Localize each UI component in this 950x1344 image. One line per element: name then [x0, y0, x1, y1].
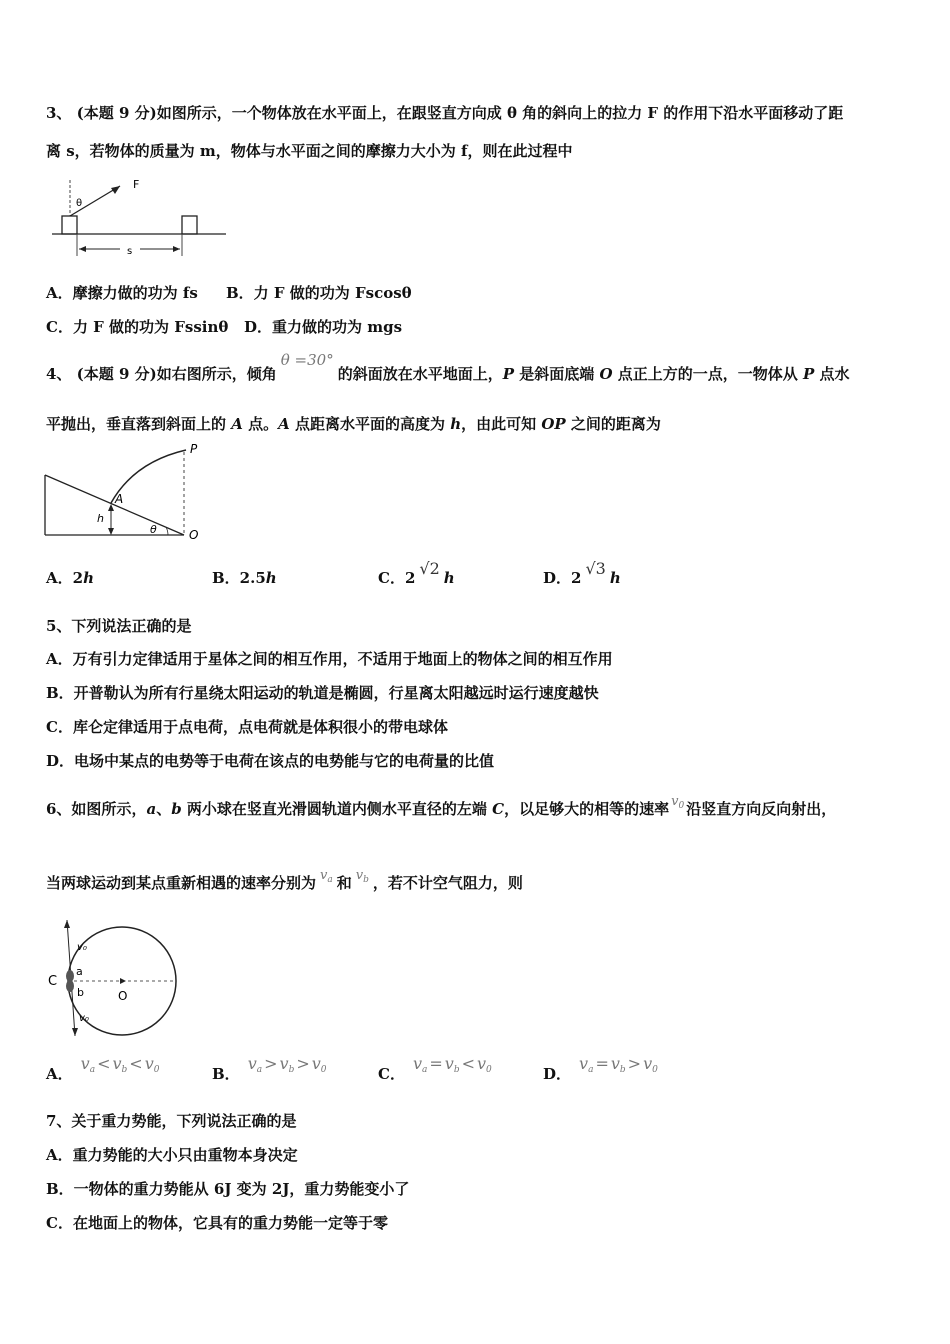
- v-letter: v: [477, 1054, 487, 1073]
- option-label: D．: [543, 1065, 572, 1083]
- force-label: F: [133, 178, 140, 191]
- relation-sign: <: [129, 1054, 143, 1073]
- q6-option-c: [378, 1054, 492, 1090]
- relation-sign: <: [97, 1054, 111, 1073]
- q6-figure: [44, 918, 184, 1040]
- option-label: A．: [46, 1065, 73, 1083]
- q7-stem: 7、关于重力势能，下列说法正确的是: [46, 1112, 297, 1130]
- v0-bottom-label: v₀: [79, 1013, 89, 1024]
- sqrt-3: √3: [585, 559, 606, 578]
- q4-var: P: [803, 365, 815, 383]
- q4-option-var: h: [609, 569, 621, 587]
- q3-option-c: C．力 F 做的功为 Fssinθ: [46, 318, 229, 336]
- v-subscript: b: [121, 1065, 128, 1075]
- q6-option-d: [543, 1054, 658, 1090]
- q6-option-b: [212, 1054, 327, 1090]
- v0-top-label: v₀: [77, 942, 87, 953]
- point-p-label: P: [190, 442, 198, 456]
- q4-var: A: [231, 415, 243, 433]
- v-subscript: 0: [678, 801, 685, 811]
- v-letter: v: [412, 1054, 422, 1073]
- v-letter: v: [671, 794, 679, 809]
- q4-stem-text: 的斜面放在水平地面上，: [337, 365, 503, 383]
- v-letter: v: [355, 868, 364, 883]
- q6-stem-text: 6、如图所示，: [46, 800, 147, 818]
- inequality-expression: [248, 1054, 327, 1073]
- relation-sign: =: [595, 1054, 609, 1073]
- height-h-label: h: [97, 512, 104, 525]
- v-subscript: a: [422, 1065, 428, 1075]
- q4-var: O: [599, 365, 613, 383]
- v-subscript: b: [619, 1065, 626, 1075]
- q6-var: C: [492, 800, 505, 818]
- q6-stem-text: 沿竖直方向反向射出，: [686, 800, 837, 818]
- inequality-expression: [81, 1054, 160, 1073]
- q4-stem-line2: [46, 414, 661, 434]
- q4-stem-text: 平抛出，垂直落到斜面上的: [46, 415, 232, 433]
- va-symbol: [320, 868, 333, 883]
- q5-option-b: B．开普勒认为所有行星绕太阳运动的轨道是椭圆，行星离太阳越远时运行速度越快: [46, 684, 599, 702]
- v-letter: v: [320, 868, 328, 883]
- v0-symbol: [671, 794, 684, 809]
- q3-figure: [50, 172, 230, 262]
- v-subscript: b: [288, 1065, 295, 1075]
- q6-option-a: [46, 1054, 160, 1090]
- v-subscript: 0: [320, 1065, 327, 1075]
- q4-stem-text: 4、 (本题 9 分)如右图所示，倾角: [46, 365, 277, 383]
- q4-option-d: [543, 559, 621, 588]
- q6-stem-text: 两小球在竖直光滑圆轨道内侧水平直径的左端: [181, 800, 493, 818]
- q4-option-b: [212, 568, 277, 588]
- q4-option-text: C．2: [378, 569, 416, 587]
- q7-option-b: B．一物体的重力势能从 6J 变为 2J，重力势能变小了: [46, 1180, 410, 1198]
- inequality-expression: [413, 1054, 492, 1073]
- q3-option-a: A．摩擦力做的功为 fs: [46, 284, 198, 302]
- q5-option-c: C．库仑定律适用于点电荷，点电荷就是体积很小的带电球体: [46, 718, 448, 736]
- q4-option-var: h: [83, 569, 94, 587]
- q4-option-c: [378, 559, 455, 588]
- q4-option-text: D．2: [543, 569, 582, 587]
- q4-stem-text: 是斜面底端: [514, 365, 600, 383]
- v-letter: v: [247, 1054, 257, 1073]
- q6-stem-text: ，若不计空气阻力，则: [372, 874, 523, 892]
- v-letter: v: [144, 1054, 154, 1073]
- point-c-label: C: [48, 974, 58, 989]
- q5-option-d: D．电场中某点的电势等于电荷在该点的电势能与它的电荷量的比值: [46, 752, 495, 770]
- q4-var: h: [450, 415, 462, 433]
- q6-stem-line1: [46, 794, 837, 825]
- q4-stem-text: 点正上方的一点，一物体从: [612, 365, 803, 383]
- v-subscript: a: [89, 1065, 96, 1075]
- v-subscript: 0: [652, 1065, 658, 1075]
- q6-stem-text: 和: [336, 874, 352, 892]
- relation-sign: >: [296, 1054, 310, 1073]
- q4-stem-text: 点水: [814, 365, 850, 383]
- point-o-label: O: [189, 528, 199, 542]
- option-label: C．: [378, 1065, 405, 1083]
- v-letter: v: [444, 1054, 454, 1073]
- v-letter: v: [80, 1054, 90, 1073]
- relation-sign: <: [461, 1054, 475, 1073]
- q4-option-a: [46, 568, 94, 588]
- q5-stem: 5、下列说法正确的是: [46, 617, 192, 635]
- q3-option-d: D．重力做的功为 mgs: [244, 318, 403, 336]
- q4-stem-text: 点距离水平面的高度为: [289, 415, 451, 433]
- q6-stem-text: 、: [156, 800, 172, 818]
- q4-option-text: A．2: [46, 569, 84, 587]
- q4-stem-line1: [46, 351, 850, 384]
- v-letter: v: [311, 1054, 321, 1073]
- inequality-expression: [579, 1054, 658, 1073]
- q3-stem-line2: 离 s，若物体的质量为 m，物体与水平面之间的摩擦力大小为 f，则在此过程中: [46, 142, 573, 160]
- v-letter: v: [279, 1054, 289, 1073]
- q4-var: P: [502, 365, 515, 383]
- q5-option-a: A．万有引力定律适用于星体之间的相互作用，不适用于地面上的物体之间的相互作用: [46, 650, 613, 668]
- ball-a-label: a: [76, 965, 83, 978]
- q4-option-text: B．2.5: [212, 569, 266, 587]
- q4-figure: [42, 440, 217, 545]
- v-subscript: a: [588, 1065, 594, 1075]
- q7-option-a: A．重力势能的大小只由重物本身决定: [46, 1146, 298, 1164]
- sqrt-2: √2: [419, 559, 440, 578]
- vb-symbol: [356, 868, 369, 883]
- v-letter: v: [610, 1054, 620, 1073]
- relation-sign: >: [264, 1054, 278, 1073]
- v-subscript: 0: [486, 1065, 492, 1075]
- q4-stem-text: 之间的距离为: [565, 415, 661, 433]
- q3-stem-line1: 3、 (本题 9 分)如图所示，一个物体放在水平面上，在跟竖直方向成 θ 角的斜向上的拉力 F 的作用下沿水平面移动了距: [46, 104, 844, 122]
- q6-var: b: [171, 800, 182, 818]
- q4-var: A: [278, 415, 290, 433]
- q6-stem-line2: [46, 868, 523, 899]
- ball-b-label: b: [77, 986, 84, 999]
- v-letter: v: [579, 1054, 589, 1073]
- v-subscript: b: [363, 875, 369, 885]
- q4-stem-text: ，由此可知: [461, 415, 542, 433]
- q6-stem-text: ，以足够大的相等的速率: [504, 800, 670, 818]
- angle-label: θ: [76, 198, 83, 209]
- v-subscript: a: [327, 875, 333, 885]
- v-subscript: a: [256, 1065, 263, 1075]
- q4-option-var: h: [265, 569, 277, 587]
- v-letter: v: [643, 1054, 653, 1073]
- v-subscript: b: [453, 1065, 460, 1075]
- relation-sign: =: [429, 1054, 443, 1073]
- center-o-label: O: [118, 989, 128, 1003]
- q4-option-var: h: [443, 569, 455, 587]
- relation-sign: >: [627, 1054, 642, 1073]
- option-label: B．: [212, 1065, 240, 1083]
- v-subscript: 0: [153, 1065, 160, 1075]
- angle-expression: θ =30°: [280, 351, 334, 369]
- q4-var: OP: [541, 415, 566, 433]
- v-letter: v: [112, 1054, 122, 1073]
- distance-label: s: [127, 246, 133, 257]
- q3-option-b: B．力 F 做的功为 Fscosθ: [226, 284, 412, 302]
- q4-stem-text: 点。: [242, 415, 279, 433]
- point-a-label: A: [115, 492, 124, 506]
- theta-label: θ: [150, 523, 157, 536]
- q6-var: a: [146, 800, 157, 818]
- q6-stem-text: 当两球运动到某点重新相遇的速率分别为: [46, 874, 317, 892]
- q7-option-c: C．在地面上的物体，它具有的重力势能一定等于零: [46, 1214, 388, 1232]
